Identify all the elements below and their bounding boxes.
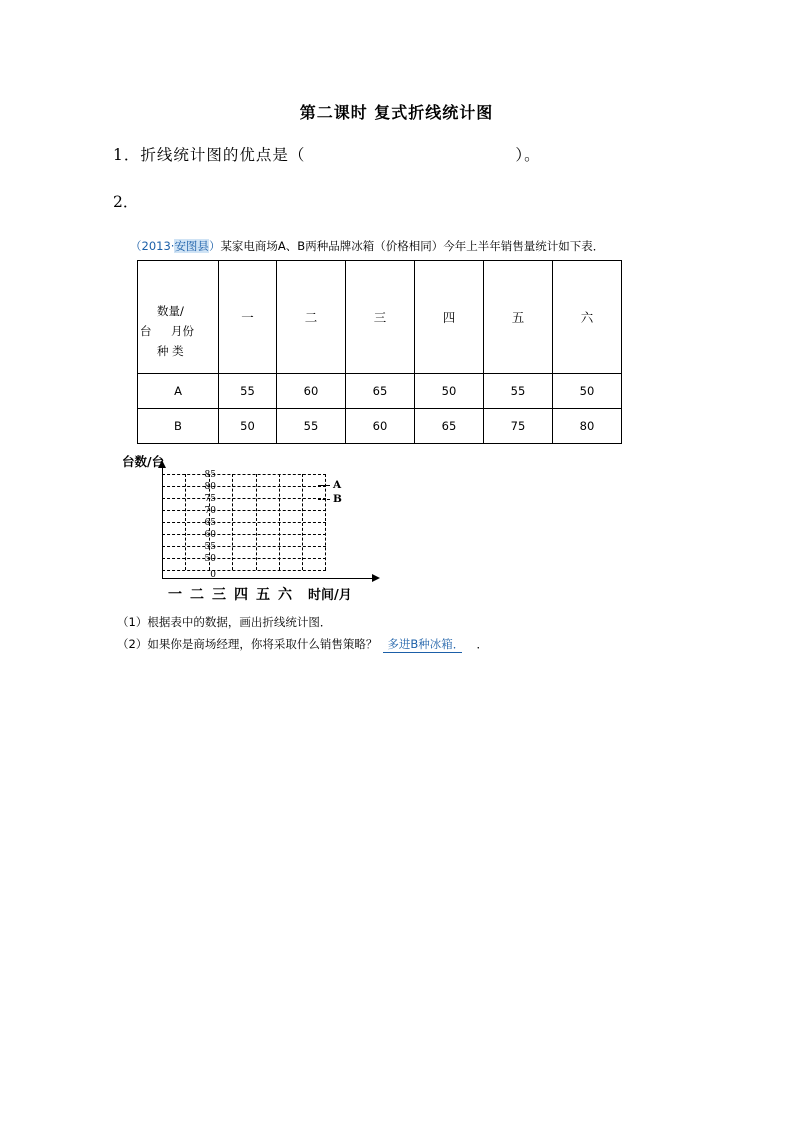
cell-b-6: 80 xyxy=(553,409,622,444)
source-stem-line xyxy=(130,238,604,254)
y-tick-80: 80 xyxy=(204,482,216,492)
gridline-h xyxy=(162,570,326,571)
x-tick-5: 五 xyxy=(256,587,278,603)
gridline-h xyxy=(162,558,326,559)
source-place: 安图县 xyxy=(174,239,209,253)
x-axis-arrow-icon xyxy=(372,574,380,582)
cell-a-1: 55 xyxy=(219,374,277,409)
gridline-h xyxy=(162,474,326,475)
table-header-month-6: 六 xyxy=(553,261,622,374)
subquestion-2-answer[interactable]: 多进B种冰箱． xyxy=(383,637,462,653)
table-header-month-1: 一 xyxy=(219,261,277,374)
subquestion-2 xyxy=(117,636,488,652)
page-title: 第二课时 复式折线统计图 xyxy=(299,103,494,122)
legend-line-solid-icon xyxy=(318,485,330,486)
x-tick-1: 一 xyxy=(168,587,190,603)
question-2-number: 2． xyxy=(113,193,139,211)
row-label-a: A xyxy=(138,374,219,409)
source-text: 某家电商场A、B两种品牌冰箱（价格相同）今年上半年销售量统计如下表． xyxy=(220,239,605,253)
subquestion-2-trailing: ． xyxy=(476,637,488,651)
source-year: 2013· xyxy=(141,239,175,253)
sales-data-table xyxy=(137,260,622,444)
y-tick-75: 75 xyxy=(204,494,216,504)
row-label-b: B xyxy=(138,409,219,444)
table-row xyxy=(138,409,622,444)
question-1 xyxy=(113,143,541,165)
line-chart xyxy=(122,452,422,612)
y-tick-55: 55 xyxy=(204,542,216,552)
table-corner-cell xyxy=(138,261,219,374)
legend-item-b xyxy=(318,492,342,506)
gridline-v xyxy=(232,474,233,570)
cell-a-5: 55 xyxy=(484,374,553,409)
table-row xyxy=(138,374,622,409)
question-1-tail: ）。 xyxy=(515,146,541,164)
x-tick-3: 三 xyxy=(212,587,234,603)
gridline-h xyxy=(162,498,326,499)
gridline-h xyxy=(162,510,326,511)
cell-b-3: 60 xyxy=(346,409,415,444)
y-tick-50: 50 xyxy=(204,554,216,564)
y-tick-65: 65 xyxy=(204,518,216,528)
y-tick-0: 0 xyxy=(210,570,216,580)
subquestion-1 xyxy=(117,614,331,630)
chart-x-tick-labels xyxy=(168,584,300,604)
x-tick-2: 二 xyxy=(190,587,212,603)
cell-b-4: 65 xyxy=(415,409,484,444)
corner-unit-label: 台 xyxy=(140,324,152,338)
y-tick-85: 85 xyxy=(204,470,216,480)
cell-b-1: 50 xyxy=(219,409,277,444)
legend-label-b: B xyxy=(333,493,342,505)
gridline-v xyxy=(185,474,186,570)
corner-month-label: 月份 xyxy=(171,324,194,338)
gridline-v xyxy=(162,474,163,570)
question-1-number: 1． xyxy=(113,146,141,164)
gridline-v xyxy=(256,474,257,570)
chart-y-axis-title: 台数/台 xyxy=(122,454,165,469)
subquestion-1-label: （1）根据表中的数据，画出折线统计图． xyxy=(117,615,332,629)
gridline-h xyxy=(162,522,326,523)
cell-a-2: 60 xyxy=(277,374,346,409)
table-header-month-4: 四 xyxy=(415,261,484,374)
cell-a-3: 65 xyxy=(346,374,415,409)
corner-kind-label: 种 类 xyxy=(157,344,184,358)
table-header-month-2: 二 xyxy=(277,261,346,374)
legend-line-dashed-icon xyxy=(318,499,330,500)
gridline-v xyxy=(302,474,303,570)
gridline-v xyxy=(279,474,280,570)
table-header-month-3: 三 xyxy=(346,261,415,374)
gridline-h xyxy=(162,486,326,487)
gridline-h xyxy=(162,546,326,547)
chart-x-axis-title: 时间/月 xyxy=(308,588,352,603)
y-tick-70: 70 xyxy=(204,506,216,516)
source-open-paren: （ xyxy=(130,239,142,253)
subquestion-2-label: （2）如果你是商场经理，你将采取什么销售策略？ xyxy=(117,637,378,651)
legend-item-a xyxy=(318,478,342,492)
legend-label-a: A xyxy=(333,479,342,491)
cell-a-4: 50 xyxy=(415,374,484,409)
x-tick-6: 六 xyxy=(278,587,300,603)
corner-quantity-label: 数量/ xyxy=(157,304,184,318)
table-header-month-5: 五 xyxy=(484,261,553,374)
chart-legend xyxy=(318,478,342,506)
gridline-v xyxy=(209,474,210,570)
x-tick-4: 四 xyxy=(234,587,256,603)
cell-a-6: 50 xyxy=(553,374,622,409)
table-header-row xyxy=(138,261,622,374)
question-1-text: 折线统计图的优点是（ xyxy=(140,146,306,164)
source-close-paren: ） xyxy=(208,239,221,253)
y-tick-60: 60 xyxy=(204,530,216,540)
cell-b-5: 75 xyxy=(484,409,553,444)
gridline-h xyxy=(162,534,326,535)
chart-plot-area[interactable] xyxy=(162,474,326,570)
cell-b-2: 55 xyxy=(277,409,346,444)
